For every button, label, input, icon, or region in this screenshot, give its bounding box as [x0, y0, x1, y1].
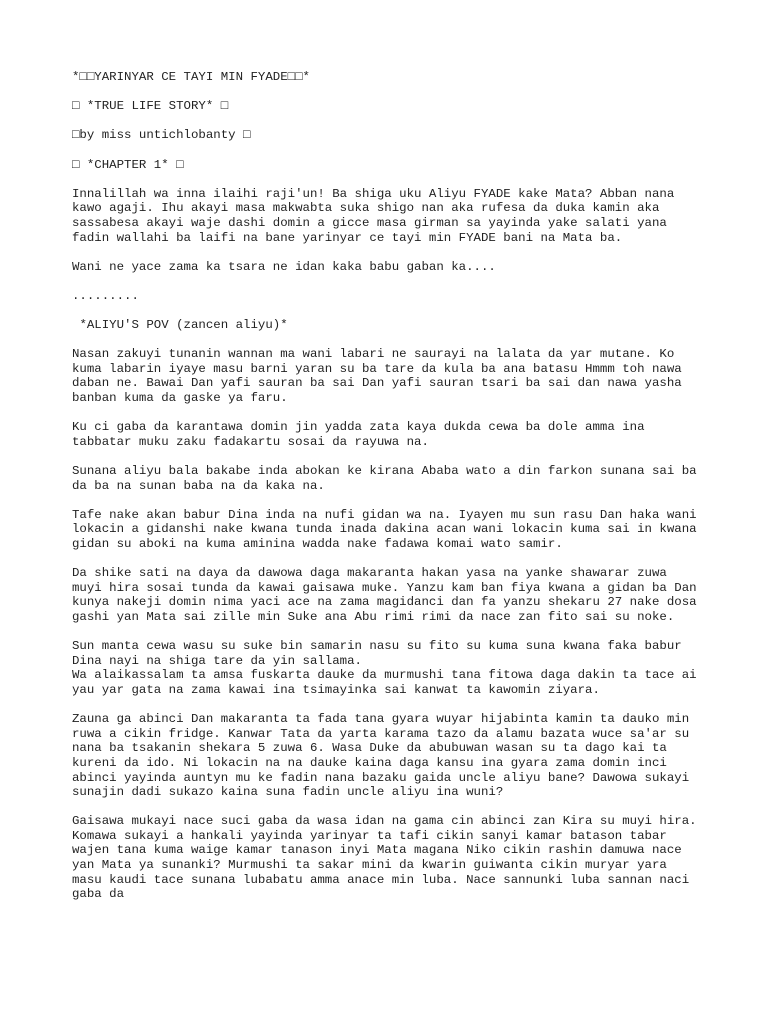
story-subtitle: □ *TRUE LIFE STORY* □ [72, 99, 229, 114]
paragraph: Wa alaikassalam ta amsa fuskarta dauke da murmushi tana fitowa daga dakin ta tace ai yau yar gata na zama kawai ina tsimayinka sai kanwat ta kawomin ziyara. [72, 668, 705, 697]
chapter-heading: □ *CHAPTER 1* □ [72, 157, 184, 172]
paragraph: Zauna ga abinci Dan makaranta ta fada tana gyara wuyar hijabinta kamin ta dauko min ruwa a cikin fridge. Kanwar Tata da yarta karama tazo da alamu bazata wuce sa'ar su nana ba tsakanin shekara 5 zuwa 6. Wasa Duke da abubuwan wasan su ta dago kai ta kureni da ido. Ni lokacin na na dauke kaina daga kansu ina gyara zama domin inci abinci yayinda auntyn mu ke fadin nana bazaku gaida uncle aliyu bane? Dawowa sukayi sunajin dadi sukazo kaina suna fadin uncle aliyu ina wuni? [72, 712, 697, 800]
paragraph: Ku ci gaba da karantawa domin jin yadda zata kaya dukda cewa ba dole amma ina tabbatar muku zaku fadakartu sosai da rayuwa na. [72, 420, 652, 449]
paragraph: Da shike sati na daya da dawowa daga makaranta hakan yasa na yanke shawarar zuwa muyi hira sosai tunda da kawai gaisawa muke. Yanzu kam ban fiya kwana a gidan ba Dan kunya nakeji domin nima yaci ace na zama magidanci dan fa yanzu shekaru 27 nake dosa gashi yan Mata sai zille min Suke ana Abu rimi rimi da nace zan fito sai su noke. [72, 566, 705, 624]
paragraph: Tafe nake akan babur Dina inda na nufi gidan wa na. Iyayen mu sun rasu Dan haka wani lokacin a gidanshi nake kwana tunda inada dakina acan wani lokacin kuma sai in kwana gidan su aboki na kuma aminina wadda nake fadawa komai wato samir. [72, 507, 705, 551]
paragraph: Wani ne yace zama ka tsara ne idan kaka babu gaban ka.... [72, 259, 496, 274]
paragraph: ......... [72, 288, 139, 303]
story-author: □by miss untichlobanty □ [72, 128, 251, 143]
document-page [72, 70, 705, 916]
pov-heading: *ALIYU'S POV (zancen aliyu)* [72, 318, 288, 333]
story-title: *□□YARINYAR CE TAYI MIN FYADE□□* [72, 70, 310, 84]
paragraph: Gaisawa mukayi nace suci gaba da wasa idan na gama cin abinci zan Kira su muyi hira. Komawa sukayi a hankali yayinda yarinyar ta tafi cikin sanyi kamar batason tabar wajen tana kuma waige kamar tanason inyi Mata magana Niko cikin rashin damuwa nace yan Mata ya sunanki? Murmushi ta sakar mini da kwarin guiwanta cikin muryar yara masu kaudi tace sunana lubabatu amma anace min luba. Nace sannunki luba sannan naci gaba da [72, 814, 705, 902]
paragraph: Sun manta cewa wasu su suke bin samarin nasu su fito su kuma suna kwana faka babur Dina nayi na shiga tare da yin sallama. [72, 639, 690, 668]
paragraph: Sunana aliyu bala bakabe inda abokan ke kirana Ababa wato a din farkon sunana sai ba da ba na sunan baba na da kaka na. [72, 464, 705, 493]
paragraph: Innalillah wa inna ilaihi raji'un! Ba shiga uku Aliyu FYADE kake Mata? Abban nana kawo agaji. Ihu akayi masa makwabta suka shigo nan aka rufesa da duka kamin aka sassabesa akayi waje dashi domin a gicce masa girman sa yayinda yake salati yana fadin wallahi ba laifi na bane yarinyar ce tayi min FYADE bani na Mata ba. [72, 186, 682, 245]
paragraph: Nasan zakuyi tunanin wannan ma wani labari ne saurayi na lalata da yar mutane. Ko kuma labarin iyaye masu barni yaran su ba tare da kula ba ana batasu Hmmm toh nawa daban ne. Bawai Dan yafi sauran ba sai Dan yafi sauran tsari ba sai dan nawa yasha banban kuma da gaske ya faru. [72, 347, 690, 406]
